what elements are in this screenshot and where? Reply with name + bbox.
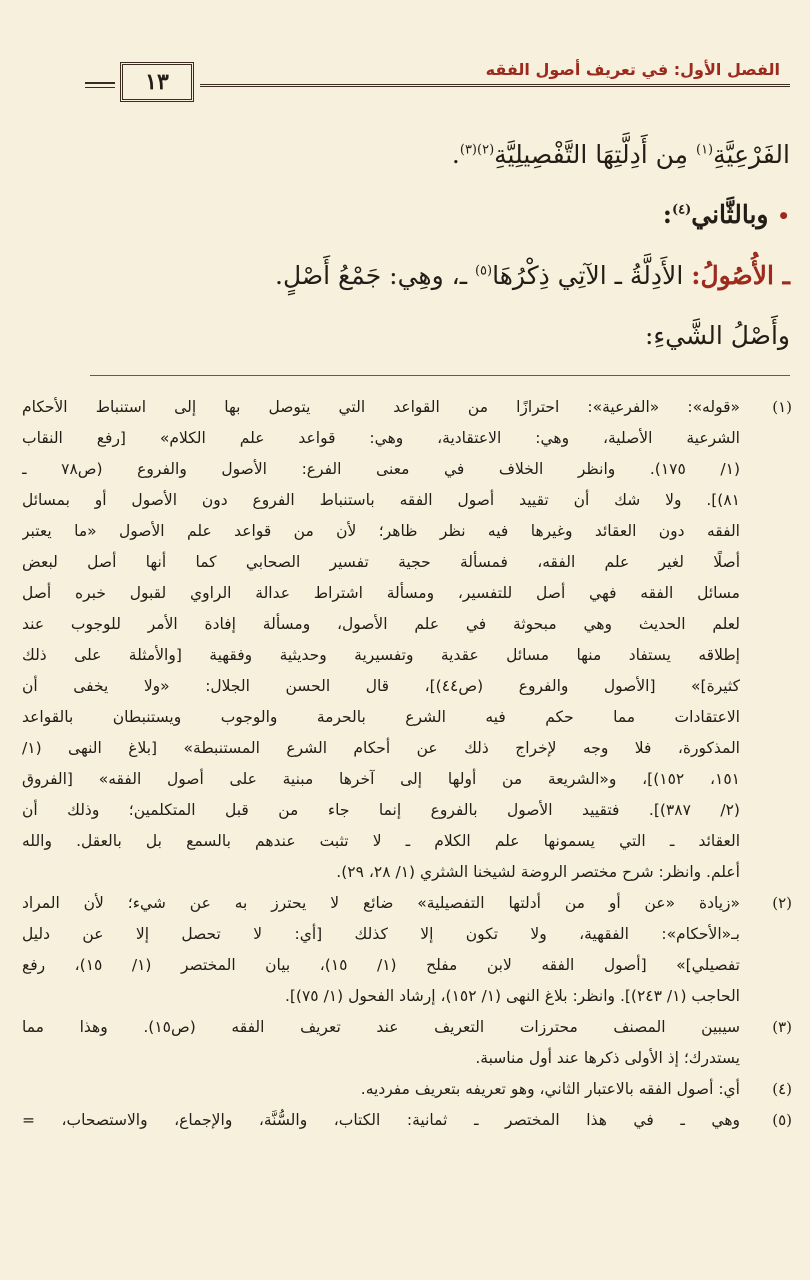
footnote-number: (٢) — [772, 894, 792, 912]
footnotes — [22, 392, 792, 1136]
main-line-1-end: . — [451, 140, 460, 169]
footnote-line: لعلم الحديث وهي مبحوثة في علم الأصول، ومسألة إفادة الأمر للوجوب عند — [22, 615, 740, 633]
footnote-number: (٤) — [772, 1080, 792, 1098]
footnote-body — [22, 392, 740, 888]
footnote-line: إطلاقه يستفاد منها مسائل عقدية وتفسيرية وحديثية وفقهية [والأمثلة على ذلك — [22, 646, 740, 664]
footnote-body — [22, 888, 740, 1012]
main-line-4-text: وأَصْلُ الشَّيءِ: — [644, 321, 790, 350]
header-rule-left — [85, 82, 115, 84]
main-line-1 — [90, 125, 790, 185]
header-rule-right — [200, 84, 790, 90]
footnote-line: كثيرة]» [الأصول والفروع (ص٤٤)]، قال الحسن الجلال: «ولا يخفى أن — [22, 677, 740, 695]
footnote-line: تفصيلي]» [أصول الفقه لابن مفلح (١/ ١٥)، بيان المختصر (١/ ١٥)، رفع — [22, 956, 740, 974]
main-line-1-rest: مِن أَدِلَّتِهَا التَّفْصِيلِيَّةِ — [494, 140, 696, 169]
footnote-line: أي: أصول الفقه بالاعتبار الثاني، وهو تعريفه بتعريف مفرديه. — [360, 1080, 740, 1098]
footnote-4 — [22, 1074, 792, 1105]
footnote-line: يستدرك؛ إذ الأولى ذكرها عند أول مناسبة. — [475, 1049, 740, 1067]
footnote-line: ١٥١، ١٥٢)]، و«الشريعة من أولها إلى آخرها مبنية على أصول الفقه» [الفروق — [22, 770, 740, 788]
footnote-line: أصلًا لغير علم الفقه، فمسألة حجية تفسير الصحابي كما أنها أصل لبعض — [22, 553, 740, 571]
main-line-3-end: ـ، وهِي: جَمْعُ أَصْلٍ. — [275, 261, 475, 290]
footnote-line: (٢/ ٣٨٧)]. فتقييد الأصول بالفروع إنما جاء من قبل المتكلمين؛ وذلك أن — [22, 801, 740, 819]
footnote-number: (٣) — [772, 1018, 792, 1036]
header-rule-left-thin — [85, 87, 115, 88]
footnote-ref-5[interactable]: (٥) — [474, 263, 493, 279]
main-text — [90, 125, 790, 366]
footnote-5 — [22, 1105, 792, 1136]
footnote-line: أعلم. وانظر: شرح مختصر الروضة لشيخنا الشثري (١/ ٢٨، ٢٩). — [336, 863, 740, 881]
main-line-4 — [90, 306, 790, 366]
footnote-line: سيبين المصنف محترزات التعريف عند تعريف الفقه (ص١٥). وهذا مما — [22, 1018, 740, 1036]
footnote-separator — [90, 375, 790, 376]
footnote-line: بـ«الأحكام»: الفقهية، ولا تكون إلا كذلك [أي: لا تحصل إلا عن دليل — [22, 925, 740, 943]
footnote-line: الاعتقادات مما حكم فيه الشرع بالحرمة والوجوب ويستنبطان بالقواعد — [22, 708, 740, 726]
footnote-line: الشرعية الأصلية، وهي: الاعتقادية، وهي: قواعد علم الكلام» [رفع النقاب — [22, 429, 740, 447]
main-line-3-text: الأَدِلَّةُ ـ الآتِي ذِكْرُهَا — [492, 261, 692, 290]
footnote-body — [22, 1105, 740, 1136]
chapter-title: الفصل الأول: في تعريف أصول الفقه — [485, 60, 780, 79]
main-line-2-text: وبالثَّاني — [691, 200, 769, 229]
footnote-line: «زيادة «عن أو من أدلتها التفصيلية» ضائع لا يحترز به عن شيء؛ لأن المراد — [22, 894, 740, 912]
footnote-line: الحاجب (١/ ٢٤٣)]. وانظر: بلاغ النهى (١/ ١٥٢)، إرشاد الفحول (١/ ٧٥)]. — [284, 987, 740, 1005]
footnote-line: الفقه دون العقائد وغيرها فيه نظر ظاهر؛ لأن من قواعد علم الأصول «ما يعتبر — [22, 522, 740, 540]
footnote-line: المذكورة، فلا وجه لإخراج ذلك عن أحكام الشرع المستنبطة» [بلاغ النهى (١/ — [22, 739, 740, 757]
footnote-ref-4[interactable]: (٤) — [671, 202, 692, 218]
footnote-1 — [22, 392, 792, 888]
footnote-line: مسائل الفقه فهي أصل للتفسير، ومسألة اشتراط عدالة الراوي لقبول خبره أصل — [22, 584, 740, 602]
footnote-2 — [22, 888, 792, 1012]
footnote-number: (٥) — [772, 1111, 792, 1129]
page-number: ١٣ — [120, 62, 194, 102]
main-line-2 — [90, 185, 790, 246]
running-header — [80, 54, 790, 110]
main-line-2-end: : — [662, 200, 672, 229]
footnote-line: العقائد ـ التي يسمونها علم الكلام ـ لا تثبت عندهم بالسمع بل بالعقل. والله — [22, 832, 740, 850]
footnote-line: (١/ ١٧٥). وانظر الخلاف في معنى الفرع: الأصول والفروع (ص٧٨ ـ — [22, 460, 740, 478]
footnote-ref-1[interactable]: (١) — [695, 142, 714, 158]
bullet-icon: • — [777, 204, 790, 228]
footnote-body — [22, 1012, 740, 1074]
footnote-3 — [22, 1012, 792, 1074]
term-usul: ـ الأُصُولُ: — [691, 261, 790, 290]
footnote-line: ٨١)]. ولا شك أن تقييد أصول الفقه باستنباط الفروع دون الأصول أو بمسائل — [22, 491, 740, 509]
main-line-1-start: الفَرْعِيَّةِ — [713, 140, 790, 169]
main-line-3 — [90, 246, 790, 306]
footnote-number: (١) — [772, 398, 792, 416]
footnote-body — [22, 1074, 740, 1105]
footnote-line: «قوله»: «الفرعية»: احترازًا من القواعد التي يتوصل بها إلى استنباط الأحكام — [22, 398, 740, 416]
footnote-line: وهي ـ في هذا المختصر ـ ثمانية: الكتاب، والسُّنَّة، والإجماع، والاستصحاب، = — [22, 1111, 740, 1129]
footnote-ref-2-3[interactable]: (٢)(٣) — [459, 142, 495, 158]
